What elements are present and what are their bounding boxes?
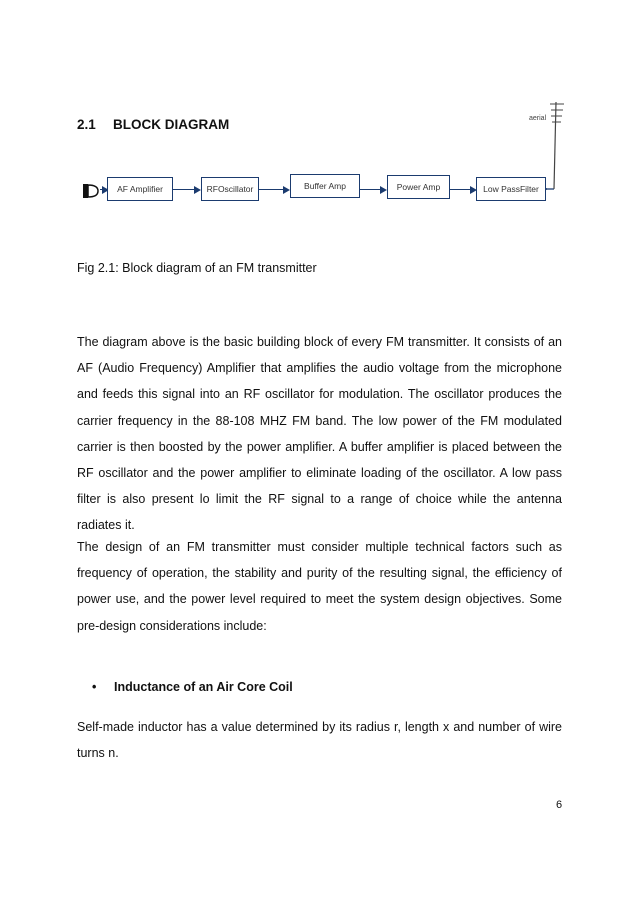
arrow-rf-to-buffer: [259, 189, 288, 190]
figure-caption: Fig 2.1: Block diagram of an FM transmitter: [77, 261, 317, 275]
section-title: BLOCK DIAGRAM: [113, 117, 230, 132]
bullet-symbol: •: [92, 680, 97, 694]
block-buffer-amp: Buffer Amp: [290, 174, 360, 198]
arrow-buffer-to-power: [360, 189, 385, 190]
bullet-text: Inductance of an Air Core Coil: [114, 680, 293, 694]
block-power-amp: Power Amp: [387, 175, 450, 199]
antenna-label: aerial: [529, 115, 547, 122]
block-af-amplifier: AF Amplifier: [107, 177, 173, 201]
microphone-icon: [82, 181, 100, 201]
block-rf-oscillator: RFOscillator: [201, 177, 259, 201]
paragraph-2: The design of an FM transmitter must consider multiple technical factors such as frequency of operation, the stability and purity of the resulting signal, the efficiency of power use, and the power level required to meet the system design objectives. Some pre-design considerations include:: [77, 540, 562, 633]
block-diagram: [0, 0, 638, 240]
bullet-item: [92, 680, 293, 694]
arrow-af-to-rf: [173, 189, 199, 190]
page-number: 6: [556, 799, 563, 811]
paragraph-3: Self-made inductor has a value determined by its radius r, length x and number of wire turns n.: [77, 720, 562, 761]
paragraph-1: The diagram above is the basic building block of every FM transmitter. It consists of an AF (Audio Frequency) Amplifier that amplifies the audio voltage from the microphone and feeds this signal into an RF oscillator for modulation. The oscillator produces the carrier frequency in the 88-108 MHZ FM band. The low power of the FM modulated carrier is then boosted by the power amplifier. A buffer amplifier is placed between the RF oscillator and the power amplifier to eliminate loading of the oscillator. A low pass filter is also present lo limit the RF signal to a range of choice while the antenna radiates it.: [77, 335, 562, 533]
arrow-power-to-lpf: [450, 189, 475, 190]
arrow-mic-to-af: [100, 189, 107, 190]
section-number: 2.1: [77, 117, 96, 132]
antenna-icon: [530, 100, 580, 192]
block-low-pass-filter: Low PassFilter: [476, 177, 546, 201]
